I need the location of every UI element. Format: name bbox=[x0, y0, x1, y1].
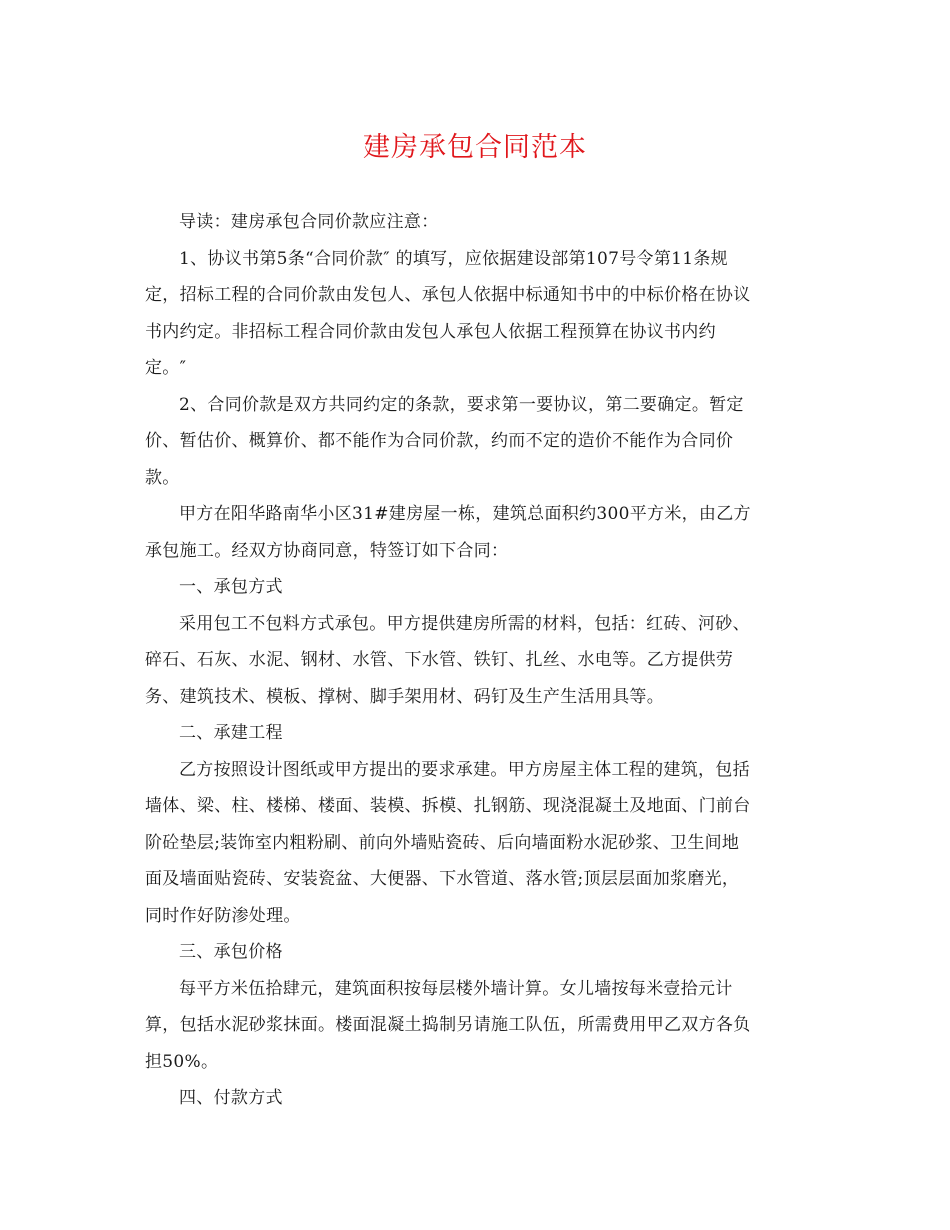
body-line: 采用包工不包料方式承包。甲方提供建房所需的材料，包括：红砖、河砂、 bbox=[179, 613, 750, 634]
body-line: 款。 bbox=[145, 467, 180, 488]
body-line: 2、合同价款是双方共同约定的条款，要求第一要协议，第二要确定。暂定 bbox=[179, 394, 744, 415]
document-title: 建房承包合同范本 bbox=[363, 132, 587, 163]
body-line: 务、建筑技术、模板、撑树、脚手架用材、码钉及生产生活用具等。 bbox=[145, 686, 664, 707]
body-line: 承包施工。经双方协商同意，特签订如下合同： bbox=[145, 540, 509, 561]
body-line: 价、暂估价、概算价、都不能作为合同价款，约而不定的造价不能作为合同价 bbox=[145, 431, 734, 451]
body-line: 碎石、石灰、水泥、钢材、水管、下水管、铁钉、扎丝、水电等。乙方提供劳 bbox=[145, 650, 734, 670]
section-heading: 四、付款方式 bbox=[179, 1088, 283, 1108]
body-line: 乙方按照设计图纸或甲方提出的要求承建。甲方房屋主体工程的建筑，包括 bbox=[179, 759, 750, 780]
body-line: 墙体、梁、柱、楼梯、楼面、装模、拆模、扎钢筋、现浇混凝土及地面、门前台 bbox=[145, 796, 751, 816]
section-heading: 一、承包方式 bbox=[179, 577, 283, 597]
body-line: 1、协议书第5条“合同价款″ 的填写，应依据建设部第107号令第11条规 bbox=[179, 248, 728, 269]
body-line: 定，招标工程的合同价款由发包人、承包人依据中标通知书中的中标价格在协议 bbox=[145, 285, 751, 305]
body-line: 面及墙面贴瓷砖、安装瓷盆、大便器、下水管道、落水管;顶层层面加浆磨光， bbox=[145, 869, 740, 889]
body-line: 每平方米伍拾肆元，建筑面积按每层楼外墙计算。女儿墙按每米壹拾元计 bbox=[179, 978, 733, 999]
body-line: 定。″ bbox=[145, 358, 187, 378]
body-line: 甲方在阳华路南华小区31#建房屋一栋，建筑总面积约300平方米，由乙方 bbox=[179, 504, 751, 524]
body-line: 担50%。 bbox=[145, 1051, 219, 1072]
body-line: 算，包括水泥砂浆抹面。楼面混凝土捣制另请施工队伍，所需费用甲乙双方各负 bbox=[145, 1015, 751, 1035]
body-line: 阶砼垫层;装饰室内粗粉刷、前向外墙贴瓷砖、后向墙面粉水泥砂浆、卫生间地 bbox=[145, 832, 740, 853]
section-heading: 二、承建工程 bbox=[179, 723, 283, 743]
section-heading: 三、承包价格 bbox=[179, 942, 283, 962]
body-line: 同时作好防渗处理。 bbox=[145, 905, 301, 926]
document-body bbox=[145, 204, 805, 1117]
body-line: 书内约定。非招标工程合同价款由发包人承包人依据工程预算在协议书内约 bbox=[145, 321, 716, 342]
body-line: 导读：建房承包合同价款应注意： bbox=[179, 212, 439, 232]
